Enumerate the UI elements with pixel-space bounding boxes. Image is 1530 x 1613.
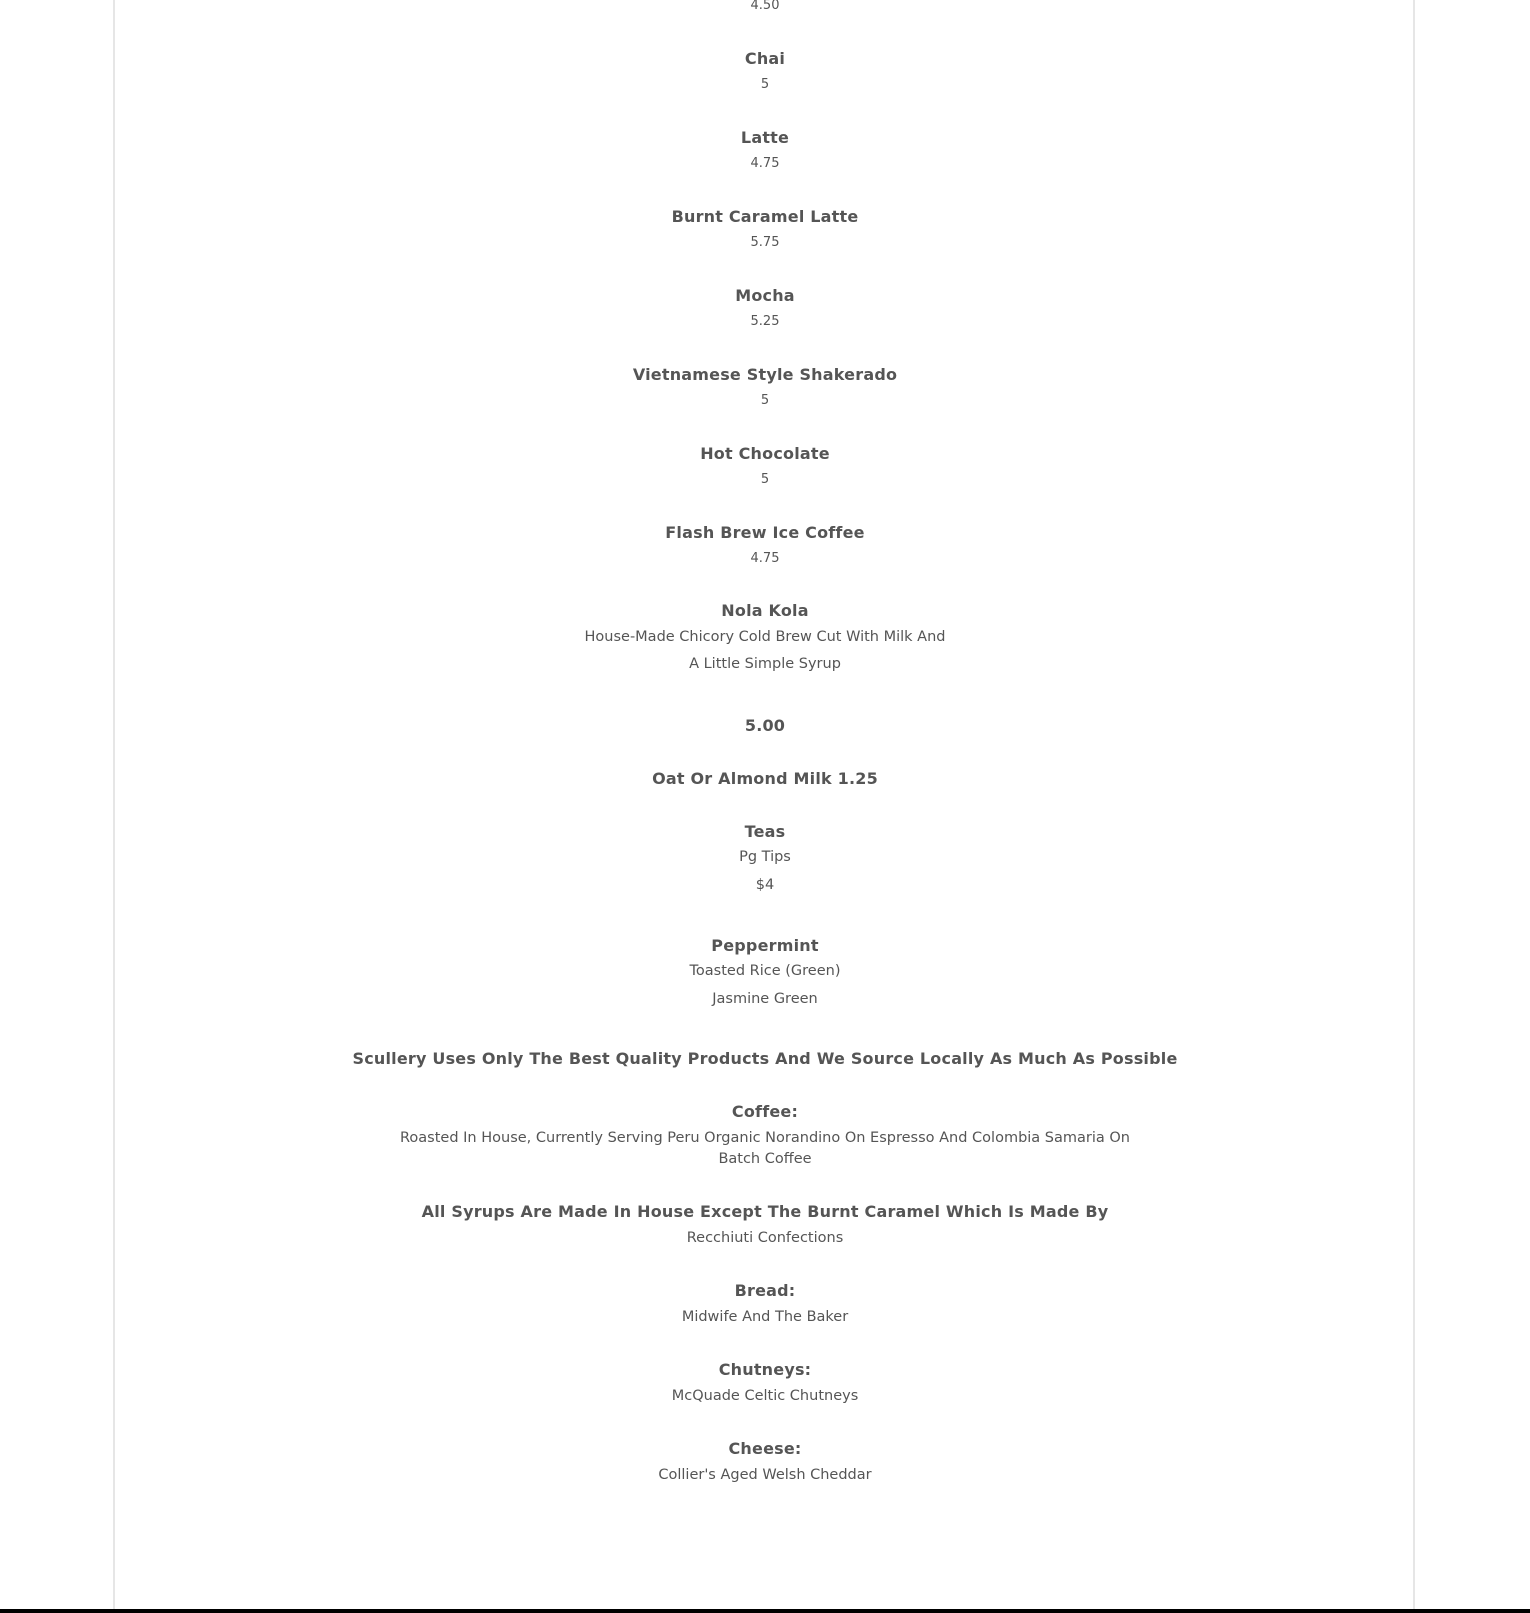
menu-item-name-mocha: Mocha (735, 286, 795, 305)
menu-item-name-burnt-caramel-latte: Burnt Caramel Latte (671, 207, 859, 226)
sourcing-cheese-heading: Cheese: (728, 1439, 802, 1458)
sourcing-cheese-source: Collier's Aged Welsh Cheddar (658, 1467, 872, 1483)
menu-item-name-flash-brew: Flash Brew Ice Coffee (665, 523, 865, 542)
menu-item-name-nola-kola: Nola Kola (721, 601, 809, 620)
sourcing-syrups-source: Recchiuti Confections (686, 1230, 844, 1246)
menu-item-name-latte: Latte (740, 128, 790, 147)
menu-item-price-shakerado: 5 (760, 393, 770, 408)
teas-heading: Teas (744, 822, 786, 841)
menu-item-price-flash-brew: 4.75 (750, 551, 780, 566)
tea-item-pg-tips: Pg Tips (739, 849, 791, 865)
sourcing-syrups-heading: All Syrups Are Made In House Except The Burnt Caramel Which Is Made By (421, 1202, 1109, 1221)
tea-item-peppermint: Peppermint (711, 936, 819, 955)
menu-item-price-nola-kola: 5.00 (744, 716, 786, 735)
menu-item-desc-nola-kola-cont: A Little Simple Syrup (689, 656, 841, 672)
menu-item-desc-nola-kola: House-Made Chicory Cold Brew Cut With Milk And (584, 629, 946, 645)
sourcing-chutneys-source: McQuade Celtic Chutneys (671, 1388, 859, 1404)
tea-price: $4 (755, 877, 775, 893)
menu-item-name-hot-chocolate: Hot Chocolate (700, 444, 830, 463)
menu-item-name-shakerado: Vietnamese Style Shakerado (632, 365, 898, 384)
menu-item-price: 4.50 (750, 0, 780, 13)
menu-item-name-chai: Chai (744, 49, 786, 68)
sourcing-coffee-text-cont: Batch Coffee (718, 1151, 812, 1167)
menu-item-price-hot-chocolate: 5 (760, 472, 770, 487)
sourcing-bread-source: Midwife And The Baker (681, 1309, 849, 1325)
menu-item-price-latte: 4.75 (750, 156, 780, 171)
sourcing-intro: Scullery Uses Only The Best Quality Products And We Source Locally As Much As Possible (352, 1049, 1178, 1068)
sourcing-bread-heading: Bread: (734, 1281, 796, 1300)
sourcing-coffee-heading: Coffee: (731, 1102, 799, 1121)
alt-milk-note: Oat Or Almond Milk 1.25 (652, 769, 878, 788)
bottom-edge-bar (0, 1609, 1530, 1613)
tea-item-jasmine-green: Jasmine Green (712, 991, 818, 1007)
sourcing-coffee-text: Roasted In House, Currently Serving Peru Organic Norandino On Espresso And Colombia Samaria On (400, 1130, 1130, 1146)
menu-item-price-burnt-caramel-latte: 5.75 (750, 235, 780, 250)
sourcing-chutneys-heading: Chutneys: (718, 1360, 812, 1379)
menu-item-price-mocha: 5.25 (750, 314, 780, 329)
menu-item-price-chai: 5 (760, 77, 770, 92)
tea-item-toasted-rice: Toasted Rice (Green) (689, 963, 841, 979)
